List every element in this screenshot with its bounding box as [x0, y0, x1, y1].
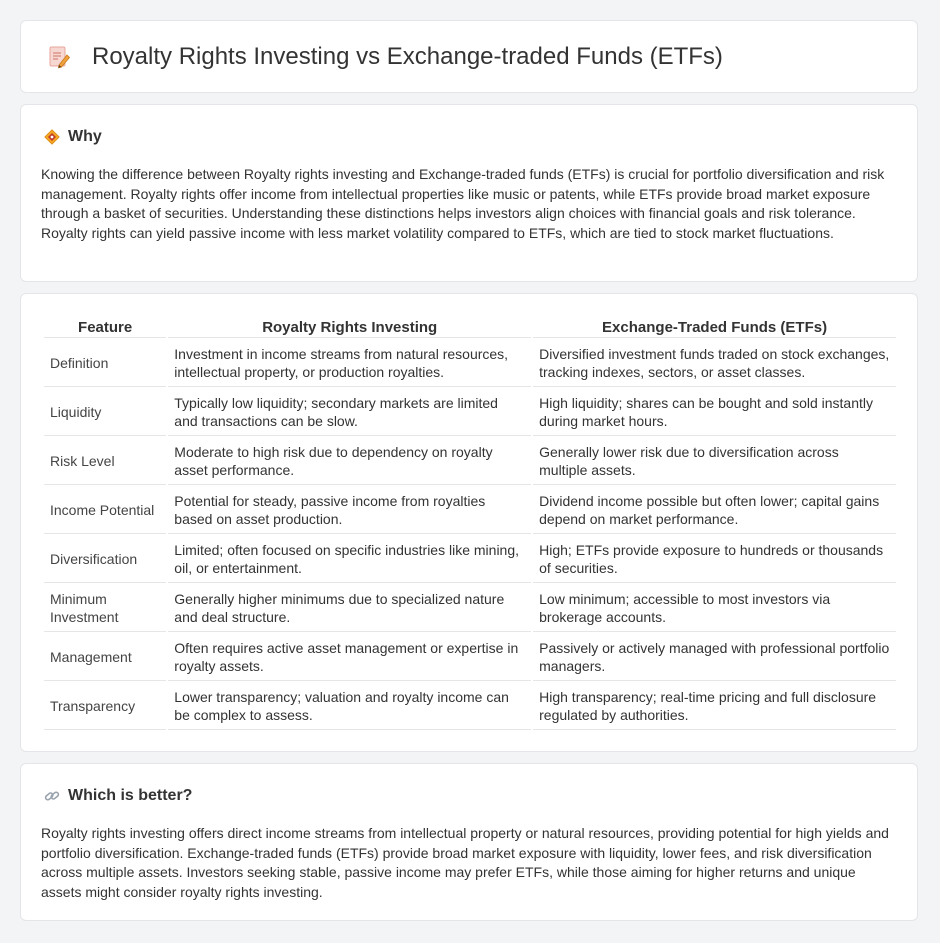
etf-cell: Passively or actively managed with professional portfolio managers. [533, 634, 896, 681]
feature-cell: Minimum Investment [44, 585, 166, 632]
which-better-section [20, 763, 918, 921]
feature-cell: Definition [44, 340, 166, 387]
why-section [20, 104, 918, 282]
etf-cell: High liquidity; shares can be bought and sold instantly during market hours. [533, 389, 896, 436]
why-text: Knowing the difference between Royalty rights investing and Exchange-traded funds (ETFs) is crucial for portfolio diversification and risk management. Royalty rights offer income from intellectual properties like music or patents, while ETFs provide broad market exposure through a basket of securities. Understanding these distinctions helps investors align choices with financial goals and risk tolerance. Royalty rights can yield passive income with less market volatility compared to ETFs, which are tied to stock market fluctuations. [41, 166, 885, 241]
page-title: Royalty Rights Investing vs Exchange-traded Funds (ETFs) [92, 43, 723, 70]
royalty-cell: Lower transparency; valuation and royalty income can be complex to assess. [168, 683, 531, 730]
diamond-sign-icon [44, 129, 60, 145]
table-row [44, 487, 896, 534]
table-row [44, 340, 896, 387]
royalty-cell: Often requires active asset management or expertise in royalty assets. [168, 634, 531, 681]
royalty-cell: Generally higher minimums due to specialized nature and deal structure. [168, 585, 531, 632]
title-card [20, 20, 918, 93]
etf-cell: High; ETFs provide exposure to hundreds or thousands of securities. [533, 536, 896, 583]
column-header-royalty: Royalty Rights Investing [168, 317, 531, 338]
column-header-etf: Exchange-Traded Funds (ETFs) [533, 317, 896, 338]
feature-cell: Income Potential [44, 487, 166, 534]
etf-cell: Diversified investment funds traded on stock exchanges, tracking indexes, sectors, or asset classes. [533, 340, 896, 387]
table-row [44, 536, 896, 583]
better-heading: Which is better? [68, 787, 193, 804]
why-heading: Why [68, 128, 102, 145]
feature-cell: Liquidity [44, 389, 166, 436]
royalty-cell: Typically low liquidity; secondary markets are limited and transactions can be slow. [168, 389, 531, 436]
table-row [44, 585, 896, 632]
royalty-cell: Potential for steady, passive income from royalties based on asset production. [168, 487, 531, 534]
link-icon [44, 788, 60, 804]
better-text: Royalty rights investing offers direct income streams from intellectual property or natural resources, providing potential for high yields and portfolio diversification. Exchange-traded funds (ETFs) provide broad market exposure with liquidity, lower fees, and risk diversification across multiple assets. Investors seeking stable, passive income may prefer ETFs, while those aiming for higher returns and unique assets might consider royalty rights investing. [41, 825, 889, 900]
feature-cell: Management [44, 634, 166, 681]
feature-cell: Risk Level [44, 438, 166, 485]
column-header-feature: Feature [44, 317, 166, 338]
feature-cell: Diversification [44, 536, 166, 583]
etf-cell: Generally lower risk due to diversification across multiple assets. [533, 438, 896, 485]
royalty-cell: Moderate to high risk due to dependency on royalty asset performance. [168, 438, 531, 485]
table-row [44, 634, 896, 681]
document-edit-icon [47, 45, 71, 69]
table-row [44, 683, 896, 730]
etf-cell: Low minimum; accessible to most investors via brokerage accounts. [533, 585, 896, 632]
feature-cell: Transparency [44, 683, 166, 730]
table-header-row [44, 317, 896, 338]
table-row [44, 438, 896, 485]
etf-cell: High transparency; real-time pricing and full disclosure regulated by authorities. [533, 683, 896, 730]
comparison-table [42, 315, 898, 732]
royalty-cell: Limited; often focused on specific industries like mining, oil, or entertainment. [168, 536, 531, 583]
comparison-section [20, 293, 918, 752]
etf-cell: Dividend income possible but often lower; capital gains depend on market performance. [533, 487, 896, 534]
table-row [44, 389, 896, 436]
royalty-cell: Investment in income streams from natural resources, intellectual property, or production royalties. [168, 340, 531, 387]
